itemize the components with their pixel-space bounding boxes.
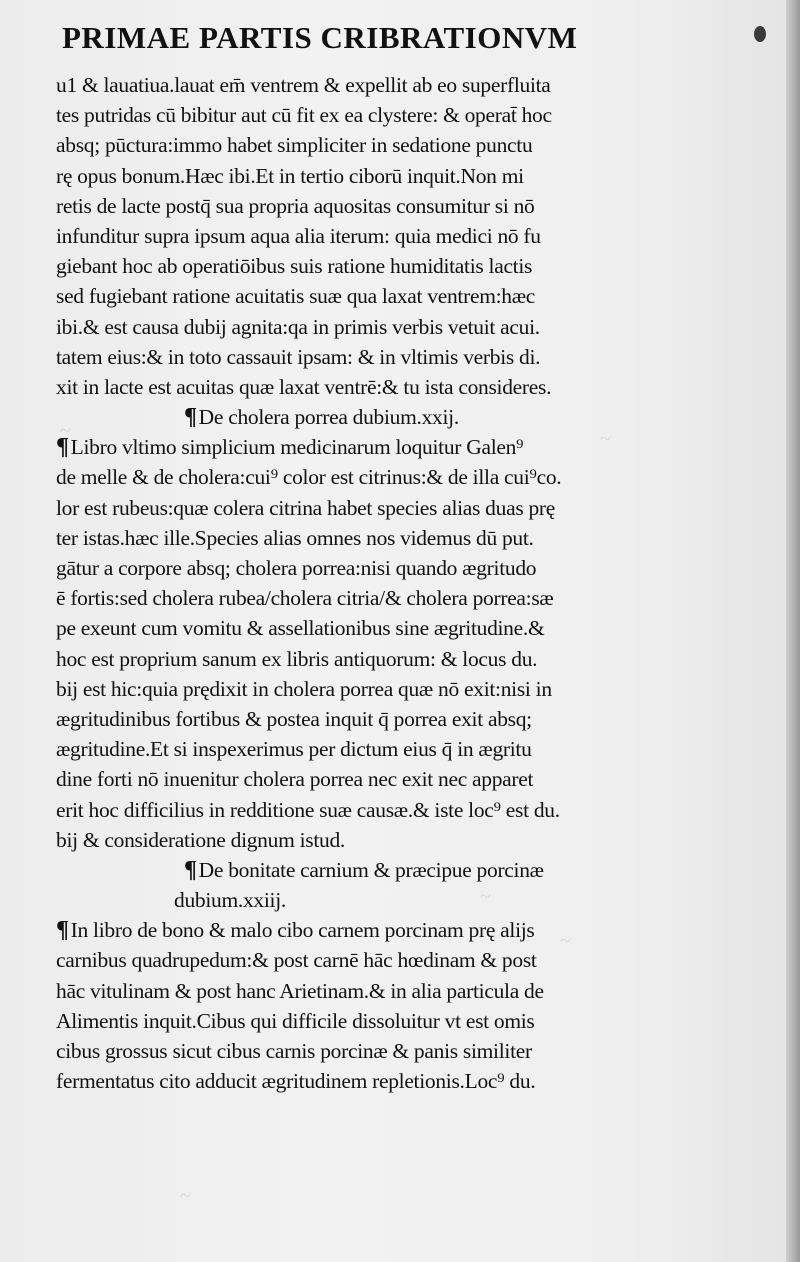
text-line: carnibus quadrupedum:& post carnē hāc hœdinam & post (56, 948, 537, 973)
text-line: de melle & de cholera:cui⁹ color est citrinus:& de illa cui⁹co. (56, 465, 562, 490)
section-heading-cholera (56, 402, 736, 432)
text-line: xit in lacte est acuitas quæ laxat ventrē:& tu ista consideres. (56, 374, 552, 399)
bleed-through-mark: ~ (180, 1185, 191, 1207)
text-line: sed fugiebant ratione acuitatis suæ qua laxat ventrem:hæc (56, 284, 536, 309)
section-heading-text: De cholera porrea dubium.xxij. (198, 405, 459, 430)
text-line: hāc vitulinam & post hanc Arietinam.& in alia particula de (56, 978, 544, 1003)
text-line: ægritudine.Et si inspexerimus per dictum eius q̄ in ægritu (56, 737, 532, 762)
text-line: erit hoc difficilius in redditione suæ causæ.& iste loc⁹ est du. (56, 797, 560, 822)
text-line: dine forti nō inuenitur cholera porrea nec exit nec apparet (56, 767, 534, 792)
pilcrow-icon: ¶ (56, 434, 69, 461)
ink-spot (754, 26, 766, 42)
text-line: ter istas.hæc ille.Species alias omnes nos videmus dū put. (56, 525, 534, 550)
text-line: infunditur supra ipsum aqua alia iterum: quia medici nō fu (56, 223, 541, 248)
text-line: rę opus bonum.Hæc ibi.Et in tertio ciborū inquit.Non mi (56, 163, 524, 188)
text-line: tes putridas cū bibitur aut cū fit ex ea clystere: & operat̄ hoc (56, 103, 552, 128)
pilcrow-icon: ¶ (184, 856, 197, 883)
running-title: PRIMAE PARTIS CRIBRATIONVM (62, 20, 578, 55)
text-line: ibi.& est causa dubij agnita:qa in primis verbis vetuit acui. (56, 314, 540, 339)
text-line: cibus grossus sicut cibus carnis porcinæ & panis similiter (56, 1039, 532, 1063)
text-line: retis de lacte postq̄ sua propria aquositas consumitur si nō (56, 193, 535, 218)
text-line: u1 & lauatiua.lauat em̄ ventrem & expellit ab eo superfluita (56, 73, 551, 97)
bleed-through-mark: ~ (560, 930, 571, 952)
bleed-through-mark: ~ (600, 428, 611, 450)
text-line: absq; pūctura:immo habet simpliciter in sedatione punctu (56, 133, 533, 158)
section-heading-carnium (56, 855, 736, 885)
page-edge-shadow (786, 0, 800, 1262)
text-line: bij & consideratione dignum istud. (56, 827, 345, 852)
section-heading-text: De bonitate carnium & præcipue porcinæ (198, 857, 544, 882)
text-line: fermentatus cito adducit ægritudinem repletionis.Loc⁹ du. (56, 1069, 536, 1094)
text-line: bij est hic:quia prędixit in cholera porrea quæ nō exit:nisi in (56, 676, 552, 701)
text-line: gātur a corpore absq; cholera porrea:nisi quando ægritudo (56, 556, 537, 580)
section-first-line (56, 432, 736, 462)
text-line: ē fortis:sed cholera rubea/cholera citria/& cholera porrea:sæ (56, 586, 554, 611)
text-line: giebant hoc ab operatiōibus suis ratione humiditatis lactis (56, 254, 533, 279)
text-line: In libro de bono & malo cibo carnem porcinam prę alijs (70, 918, 535, 943)
text-line: ægritudinibus fortibus & postea inquit q̄ porrea exit absq; (56, 706, 532, 731)
text-line: pe exeunt cum vomitu & assellationibus sine ægritudine.& (56, 616, 545, 641)
text-line: lor est rubeus:quæ colera citrina habet species alias duas prę (56, 495, 556, 520)
text-line: hoc est proprium sanum ex libris antiquorum: & locus du. (56, 646, 538, 671)
bleed-through-mark: ~ (60, 420, 71, 442)
bleed-through-mark: ~ (480, 886, 491, 908)
pilcrow-icon: ¶ (184, 404, 197, 431)
text-line: Libro vltimo simplicium medicinarum loquitur Galen⁹ (70, 435, 524, 460)
page-text-block (56, 70, 736, 1096)
pilcrow-icon: ¶ (56, 917, 69, 944)
section-heading-continuation: dubium.xxiij. (174, 888, 286, 913)
text-line: tatem eius:& in toto cassauit ipsam: & in vltimis verbis di. (56, 344, 541, 369)
text-line: Alimentis inquit.Cibus qui difficile dissoluitur vt est omis (56, 1008, 535, 1033)
section-first-line (56, 915, 736, 945)
